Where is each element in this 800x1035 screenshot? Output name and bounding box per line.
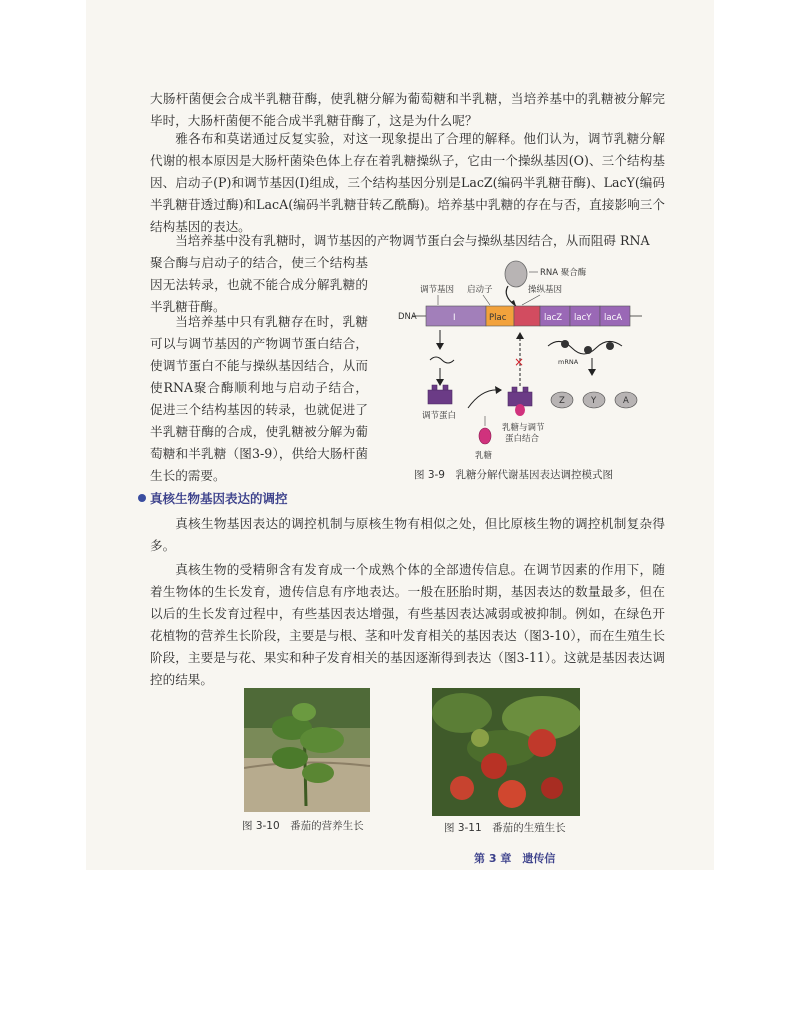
protein-y: Y [591,396,597,406]
tomato-reproductive-photo [432,688,580,816]
rna-polymerase-shape [505,261,527,287]
figure-3-9-caption: 图 3-9 乳糖分解代谢基因表达调控模式图 [414,469,613,481]
segment-plac: Plac [489,313,507,323]
rna-polymerase-label: RNA 聚合酶 [540,268,587,278]
section-heading-text: 真核生物基因表达的调控 [150,491,288,506]
lactose-label: 乳糖 [475,451,493,461]
paragraph-5: 真核生物基因表达的调控机制与原核生物有相似之处，但比原核生物的调控机制复杂得多。 [150,516,665,553]
regulator-gene-label: 调节基因 [420,285,455,295]
lac-operon-diagram [390,258,660,463]
lactose-shape [479,428,491,444]
figure-3-10-caption: 图 3-10 番茄的营养生长 [242,820,364,832]
segment-i: I [453,313,456,323]
dna-label: DNA [398,312,417,322]
bound-complex-label2: 蛋白结合 [505,434,540,444]
bound-complex-label: 乳糖与调节 [502,423,545,433]
tomato-vegetative-photo [244,688,370,812]
promoter-label: 启动子 [467,285,493,295]
regulator-protein-label: 调节蛋白 [422,411,457,421]
paragraph-3b: 聚合酶与启动子的结合，使三个结构基因无法转录，也就不能合成分解乳糖的半乳糖苷酶。 [150,255,368,314]
paragraph-1: 大肠杆菌便会合成半乳糖苷酶，使乳糖分解为葡萄糖和半乳糖，当培养基中的乳糖被分解完毕时，大肠杆菌便不能合成半乳糖苷酶了，这是为什么呢？ [150,91,665,128]
mrna-label: mRNA [558,358,579,366]
bullet-dot [138,494,146,502]
section-heading [138,489,288,507]
segment-lacy: lacY [574,313,592,323]
paragraph-6: 真核生物的受精卵含有发育成一个成熟个体的全部遗传信息。在调节因素的作用下，随着生物体的生长发育，遗传信息有序地表达。一般在胚胎时期，基因表达的数量最多，但在以后的生长发育过程中，有些基因表达增强，有些基因表达减弱或被抑制。例如，在绿色开花植物的营养生长阶段，主要是与根、茎和叶发育相关的基因表达（图3-10），而在生殖生长阶段，主要是与花、果实和种子发育相关的基因逐渐得到表达（图3-11）。这就是基因表达调控的结果。 [150,562,665,687]
paragraph-2: 雅各布和莫诺通过反复实验，对这一现象提出了合理的解释。他们认为，调节乳糖分解代谢的根本原因是大肠杆菌染色体上存在着乳糖操纵子，它由一个操纵基因(O)、三个结构基因、启动子(P)和调节基因(I)组成，三个结构基因分别是LacZ(编码半乳糖苷酶)、LacY(编码半乳糖苷透过酶)和LacA(编码半乳糖苷转乙酰酶)。培养基中乳糖的存在与否，直接影响三个结构基因的表达。 [150,131,665,234]
paragraph-4: 当培养基中只有乳糖存在时，乳糖可以与调节基因的产物调节蛋白结合，使调节蛋白不能与操纵基因结合，从而使RNA聚合酶顺利地与启动子结合，促进三个结构基因的转录，也就促进了半乳糖苷酶的合成，使乳糖被分解为葡萄糖和半乳糖（图3-9），供给大肠杆菌生长的需要。 [150,314,368,483]
chapter-footer: 第 3 章 遗传信 [474,852,556,865]
segment-laca: lacA [604,313,623,323]
protein-z: Z [559,396,565,406]
figure-3-11-caption: 图 3-11 番茄的生殖生长 [444,822,566,834]
paragraph-3a: 当培养基中没有乳糖时，调节基因的产物调节蛋白会与操纵基因结合，从而阻碍 RNA [175,233,650,248]
segment-lacz: lacZ [544,313,563,323]
protein-a: A [623,396,629,406]
operator-label: 操纵基因 [528,285,563,295]
svg-text:×: × [514,355,525,369]
